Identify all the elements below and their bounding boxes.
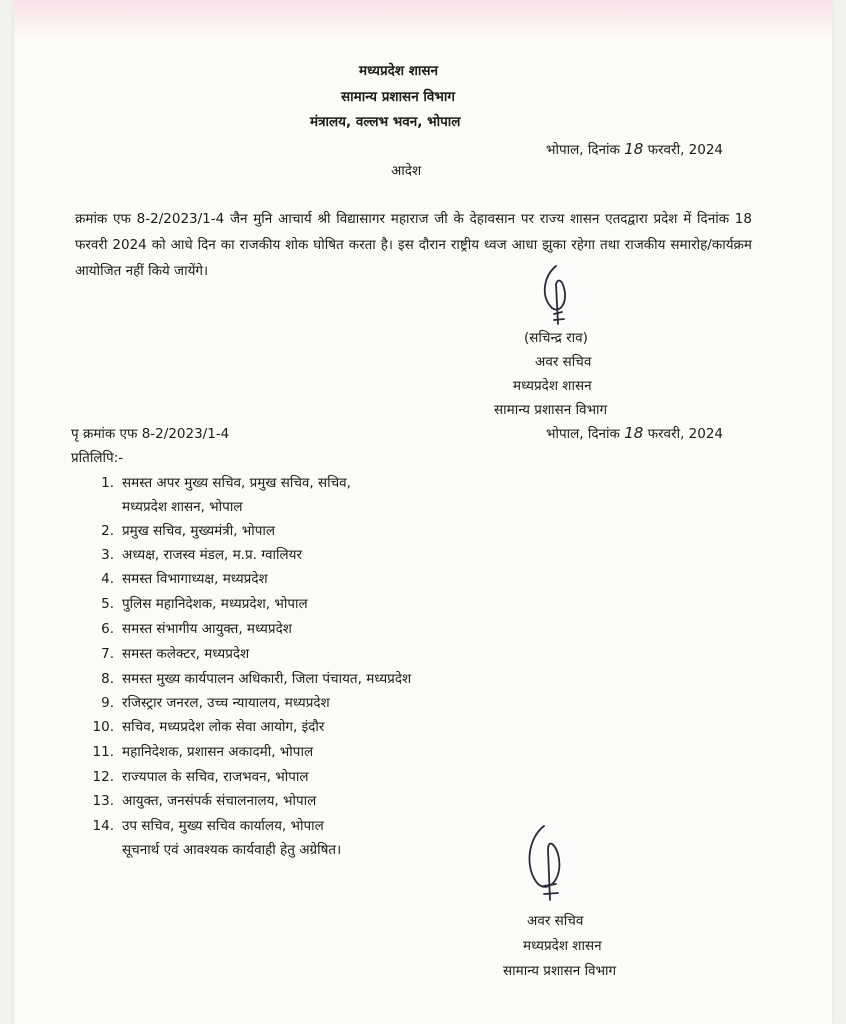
scan-tint (14, 0, 832, 40)
signatory-2-designation: अवर सचिव (527, 913, 584, 929)
closing-note: सूचनार्थ एवं आवश्यक कार्यवाही हेतु अग्रेषित। (122, 842, 342, 858)
signatory-1-name: (सचिन्द्र राव) (524, 330, 588, 346)
signature-2 (520, 820, 580, 910)
order-date (546, 140, 723, 159)
endorsement-date-suffix: फरवरी, 2024 (647, 426, 724, 442)
endorsement-date-prefix: भोपाल, दिनांक (546, 426, 620, 442)
signatory-1-department: सामान्य प्रशासन विभाग (494, 402, 608, 418)
signature-1 (534, 262, 584, 332)
signatory-1-office: मध्यप्रदेश शासन (513, 378, 592, 394)
signatory-1-designation: अवर सचिव (535, 354, 592, 370)
date-day: 18 (624, 140, 644, 158)
endorsement-date-day: 18 (624, 424, 644, 442)
order-text: क्रमांक एफ 8-2/2023/1-4 जैन मुनि आचार्य श्री विद्यासागर महाराज जी के देहावसान पर राज्य शासन एतदद्वारा प्रदेश में दिनांक 18 फरवरी 2024 को आधे दिन का राजकीय शोक घोषित करता है। इस दौरान राष्ट्रीय ध्वज आधा झुका रहेगा तथा राजकीय समारोह/कार्यक्रम आयोजित नहीं किये जायेंगे। (75, 211, 752, 279)
endorsement-date (546, 424, 723, 443)
header-government: मध्यप्रदेश शासन (359, 63, 439, 79)
endorsement-ref: पृ क्रमांक एफ 8-2/2023/1-4 (71, 426, 230, 442)
date-prefix: भोपाल, दिनांक (546, 142, 620, 158)
order-title: आदेश (391, 163, 422, 179)
header-address: मंत्रालय, वल्लभ भवन, भोपाल (310, 114, 461, 130)
signatory-2-office: मध्यप्रदेश शासन (523, 938, 602, 954)
copy-label: प्रतिलिपि:- (71, 450, 124, 466)
header-department: सामान्य प्रशासन विभाग (341, 89, 455, 105)
signatory-2-department: सामान्य प्रशासन विभाग (503, 963, 617, 979)
date-suffix: फरवरी, 2024 (647, 142, 724, 158)
document-page: मध्यप्रदेश शासन सामान्य प्रशासन विभाग मंत्रालय, वल्लभ भवन, भोपाल भोपाल, दिनांक 18 फरवरी, 2024 आदेश क्रमांक एफ 8-2/2023/1-4 जैन मुनि आचार्य श्री विद्यासागर महाराज जी के देहावसान पर राज्य शासन एतदद्वारा प्रदेश में दिनांक 18 फरवरी 2024 को आधे दिन का राजकीय शोक घोषित करता है। इस दौरान राष्ट्रीय ध्वज आधा झुका रहेगा तथा राजकीय समारोह/कार्यक्रम आयोजित नहीं किये जायेंगे। (सचिन्द्र राव) अवर सचिव मध्यप्रदेश शासन सामान्य प्रशासन विभाग पृ क्रमांक एफ 8-2/2023/1-4 भोपाल, दिनांक 18 फरवरी, 2024 प्रतिलिपि:- 1. समस्त अपर मुख्य सचिव, प्रमुख सचिव, सचिव, मध्यप्रदेश शासन, भोपाल 2. प्रमुख सचिव, मुख्यमंत्री, भोपाल 3. अध्यक्ष, राजस्व मंडल, म.प्र. ग्वालियर 4. समस्त विभागाध्यक्ष, मध्यप्रदेश 5. पुलिस महानिदेशक, मध्यप्रदेश, भोपाल 6. समस्त संभागीय आयुक्त, मध्यप्रदेश 7. समस्त कलेक्टर, मध्यप्रदेश 8. समस्त मुख्य कार्यपालन अधिकारी, जिला पंचायत, मध्यप्रदेश 9. रजिस्ट्रार जनरल, उच्च न्यायालय, मध्यप्रदेश 10. सचिव, मध्यप्रदेश लोक सेवा आयोग, इंदौर 11. महानिदेशक, प्रशासन अकादमी, भोपाल 12. राज्यपाल के सचिव, राजभवन, भोपाल 13. आयुक्त, जनसंपर्क संचालनालय, भोपाल 14. उप सचिव, मुख्य सचिव कार्यालय, भोपाल सूचनार्थ एवं आवश्यक कार्यवाही हेतु अग्रेषित। अवर सचिव मध्यप्रदेश शासन सामान्य प्रशासन विभाग (14, 0, 832, 1024)
